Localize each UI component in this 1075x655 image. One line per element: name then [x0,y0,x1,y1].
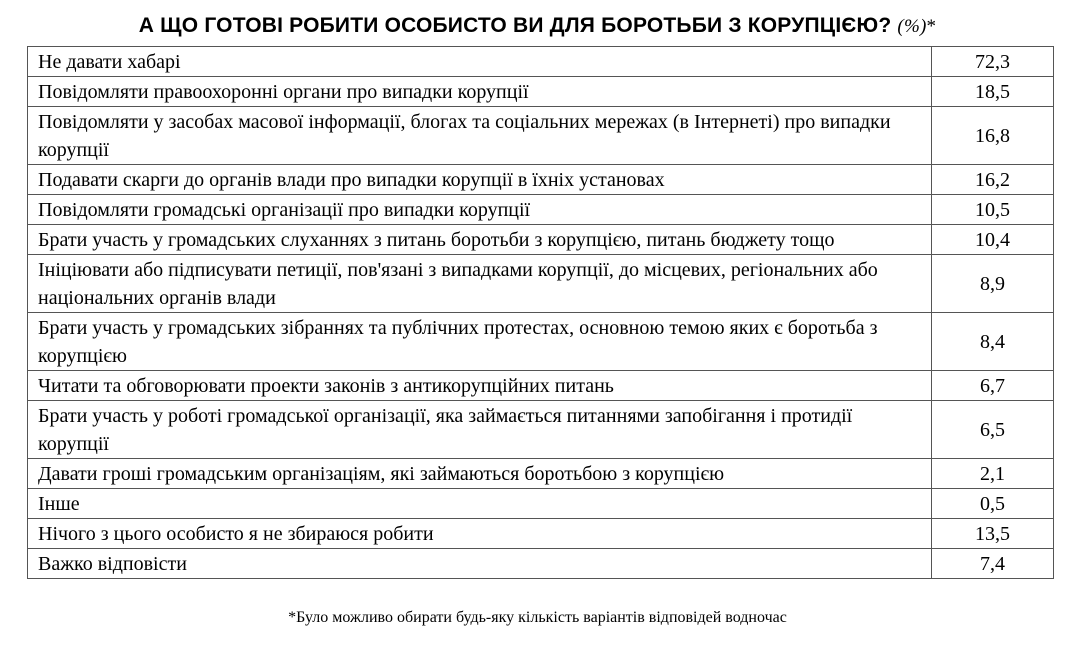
row-value: 16,8 [931,107,1053,165]
row-label: Брати участь у громадських зібраннях та публічних протестах, основною темою яких є боротьба з корупцією [28,313,932,371]
table-row [28,107,1054,165]
table-row [28,459,1054,489]
table-row [28,549,1054,579]
table-row [28,195,1054,225]
row-label: Не давати хабарі [28,47,932,77]
table-row [28,225,1054,255]
table-row [28,165,1054,195]
table-row [28,313,1054,371]
table-row [28,77,1054,107]
table-row [28,401,1054,459]
results-table [27,46,1054,579]
row-label: Брати участь у громадських слуханнях з питань боротьби з корупцією, питань бюджету тощо [28,225,932,255]
row-value: 6,7 [931,371,1053,401]
title-text: А ЩО ГОТОВІ РОБИТИ ОСОБИСТО ВИ ДЛЯ БОРОТЬБИ З КОРУПЦІЄЮ? [138,14,892,37]
row-label: Брати участь у роботі громадської організації, яка займається питаннями запобігання і протидії корупції [28,401,932,459]
row-value: 16,2 [931,165,1053,195]
row-value: 0,5 [931,489,1053,519]
row-value: 6,5 [931,401,1053,459]
row-value: 72,3 [931,47,1053,77]
row-label: Давати гроші громадським організаціям, які займаються боротьбою з корупцією [28,459,932,489]
row-value: 18,5 [931,77,1053,107]
results-table-body [28,47,1054,579]
row-label: Повідомляти у засобах масової інформації, блогах та соціальних мережах (в Інтернеті) про випадки корупції [28,107,932,165]
row-value: 13,5 [931,519,1053,549]
row-label: Інше [28,489,932,519]
row-label: Подавати скарги до органів влади про випадки корупції в їхніх установах [28,165,932,195]
table-row [28,489,1054,519]
row-label: Повідомляти громадські організації про випадки корупції [28,195,932,225]
row-value: 8,9 [931,255,1053,313]
row-label: Нічого з цього особисто я не збираюся робити [28,519,932,549]
row-value: 2,1 [931,459,1053,489]
table-row [28,371,1054,401]
row-value: 10,5 [931,195,1053,225]
row-label: Повідомляти правоохоронні органи про випадки корупції [28,77,932,107]
table-row [28,255,1054,313]
title-marker: * [926,16,937,37]
row-value: 10,4 [931,225,1053,255]
table-row [28,47,1054,77]
table-row [28,519,1054,549]
row-label: Важко відповісти [28,549,932,579]
row-value: 8,4 [931,313,1053,371]
title-unit: (%) [897,16,927,37]
footnote: *Було можливо обирати будь-яку кількість варіантів відповідей водночас [288,609,787,626]
table-title [0,14,1075,38]
row-label: Читати та обговорювати проекти законів з антикорупційних питань [28,371,932,401]
row-value: 7,4 [931,549,1053,579]
row-label: Ініціювати або підписувати петиції, пов'язані з випадками корупції, до місцевих, регіональних або національних органів влади [28,255,932,313]
